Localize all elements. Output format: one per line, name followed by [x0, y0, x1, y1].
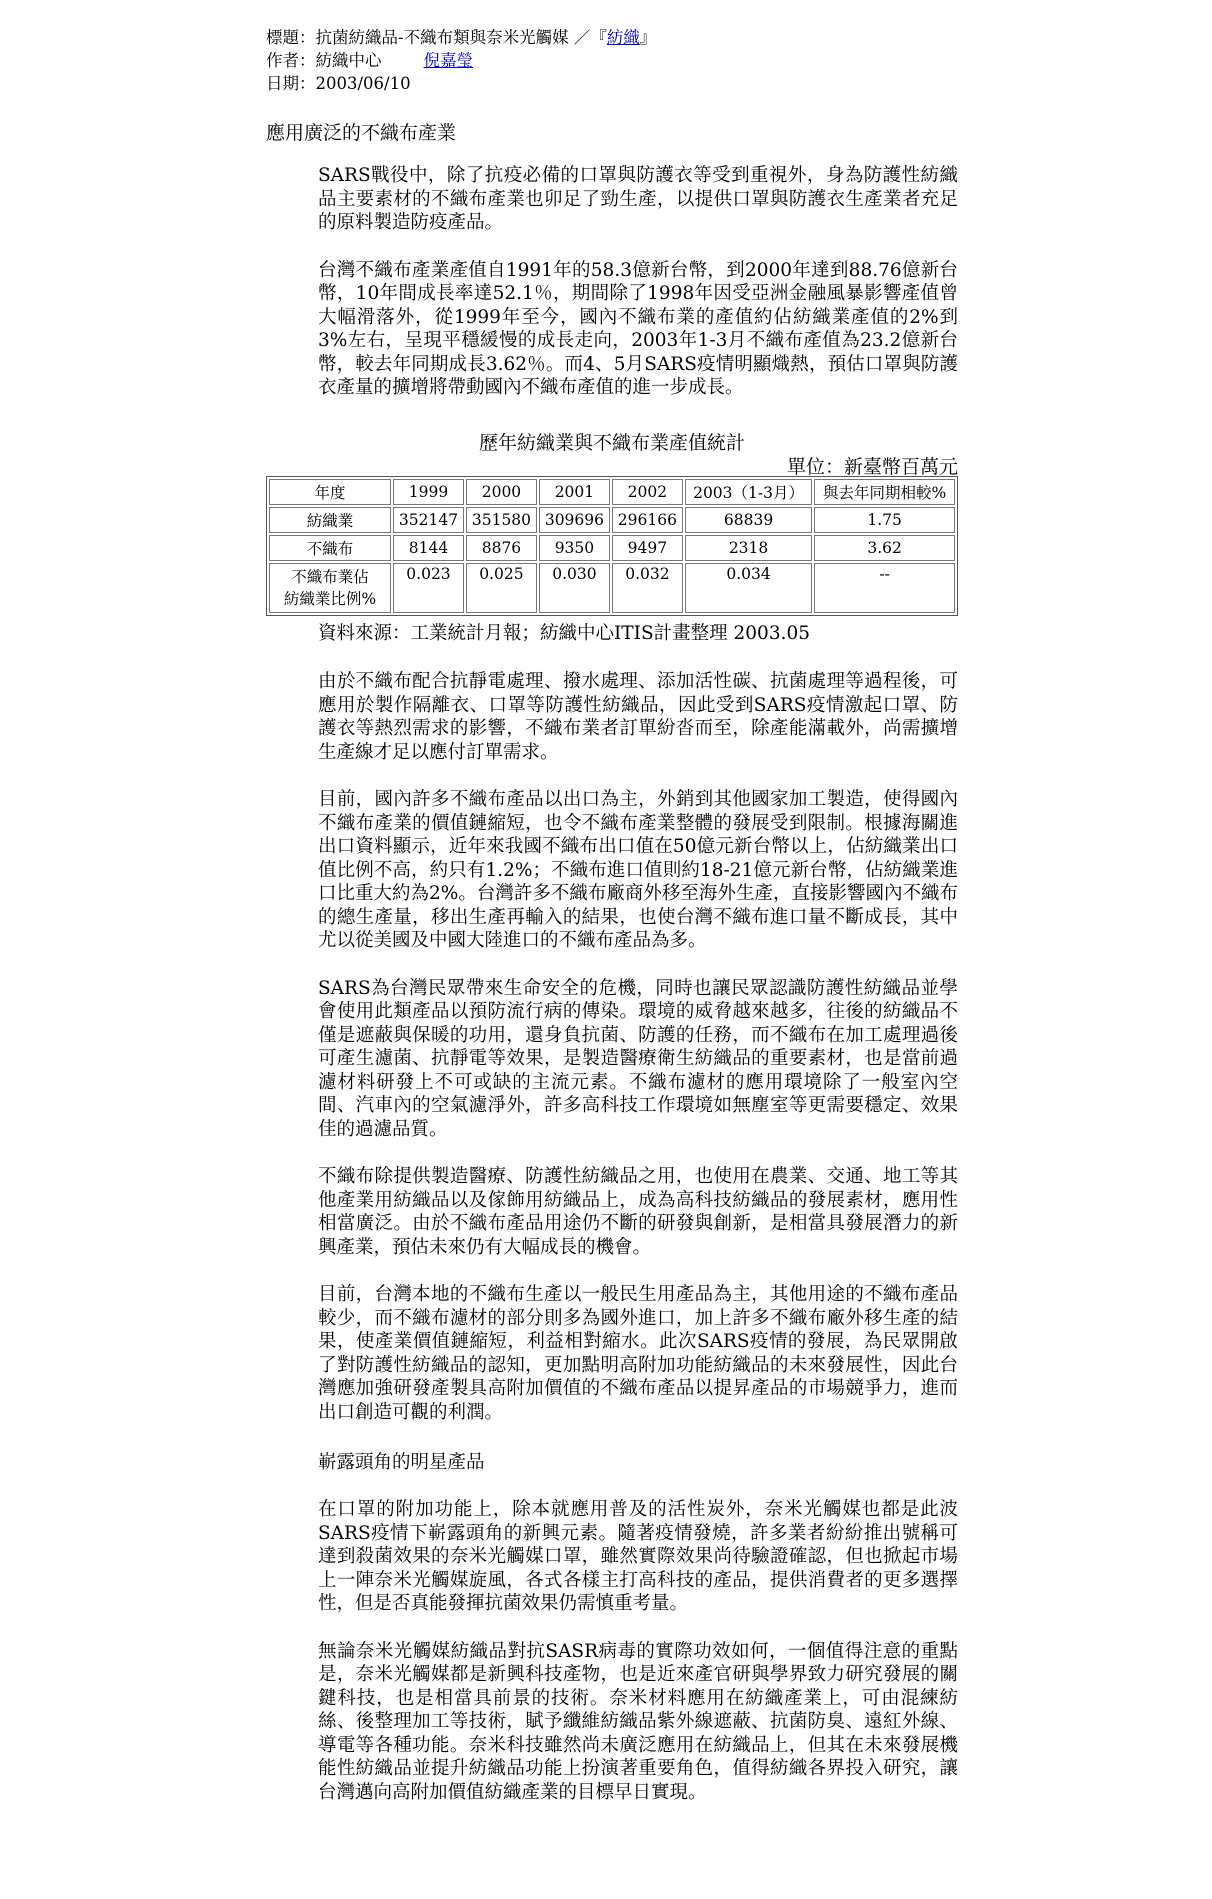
table-header-cell: 與去年同期相較% [814, 479, 955, 505]
article-title: 抗菌紡織品-不織布類與奈米光觸媒 ／『 [315, 28, 607, 47]
table-caption: 歷年紡織業與不織布業產值統計 [478, 432, 745, 454]
table-cell [269, 563, 391, 613]
table-header-cell: 2001 [539, 479, 610, 505]
paragraph-7: 目前，台灣本地的不織布生產以一般民生用產品為主，其他用途的不織布產品較少，而不織布濾材的部分則多為國外進口，加上許多不織布廠外移生產的結果，使產業價值鏈縮短，利益相對縮水。此次SARS疫情的發展，為民眾開啟了對防護性紡織品的認知，更加點明高附加功能紡織品的未來發展性，因此台灣應加強研發產製具高附加價值的不織布產品以提昇產品的市場競爭力，進而出口創造可觀的利潤。 [318, 1284, 958, 1423]
subheading: 嶄露頭角的明星產品 [318, 1452, 485, 1473]
table-cell: 0.032 [612, 563, 683, 613]
article-meta [266, 26, 656, 95]
paragraph-9: 無論奈米光觸媒紡織品對抗SASR病毒的實際功效如何，一個值得注意的重點是，奈米光觸媒都是新興科技產物，也是近來產官研與學界致力研究發展的關鍵科技，也是相當具前景的技術。奈米材料應用在紡織產業上，可由混練紡絲、後整理加工等技術，賦予纖維紡織品紫外線遮蔽、抗菌防臭、遠紅外線、導電等各種功能。奈米科技雖然尚未廣泛應用在紡織品上，但其在未來發展機能性紡織品並提升紡織品功能上扮演著重要角色，值得紡織各界投入研究，讓台灣邁向高附加價值紡織產業的目標早日實現。 [318, 1640, 958, 1803]
table-cell: 9497 [612, 535, 683, 561]
table-cell: 紡織業 [269, 507, 391, 533]
section-title: 應用廣泛的不織布產業 [266, 122, 457, 144]
table-cell: 351580 [466, 507, 537, 533]
table-header-row [269, 479, 955, 505]
table-cell: 352147 [393, 507, 464, 533]
table-cell: 296166 [612, 507, 683, 533]
paragraph-8: 在口罩的附加功能上，除本就應用普及的活性炭外，奈米光觸媒也都是此波SARS疫情下嶄露頭角的新興元素。隨著疫情發燒，許多業者紛紛推出號稱可達到殺菌效果的奈米光觸媒口罩，雖然實際效果尚待驗證確認，但也掀起市場上一陣奈米光觸媒旋風，各式各樣主打高科技的產品，提供消費者的更多選擇性，但是否真能發揮抗菌效果仍需慎重考量。 [318, 1499, 958, 1614]
category-link[interactable]: 紡織 [606, 28, 640, 47]
table-cell: -- [814, 563, 955, 613]
table-cell: 0.025 [466, 563, 537, 613]
table-cell: 8144 [393, 535, 464, 561]
table-row [269, 507, 955, 533]
author-label: 作者： [266, 51, 316, 70]
date-line [266, 72, 656, 95]
paragraph-4: 目前，國內許多不織布產品以出口為主，外銷到其他國家加工製造，使得國內不織布產業的價值鏈縮短，也令不織布產業整體的發展受到限制。根據海關進出口資料顯示，近年來我國不織布出口值在50億元新台幣以上，佔紡織業出口值比例不高，約只有1.2%；不織布進口值則約18-21億元新台幣，佔紡織業進口比重大約為2%。台灣許多不織布廠商外移至海外生產，直接影響國內不織布的總生產量，移出生產再輸入的結果，也使台灣不織布進口量不斷成長，其中尤以從美國及中國大陸進口的不織布產品為多。 [318, 789, 958, 951]
table-row [269, 563, 955, 613]
title-bracket: 』 [639, 28, 657, 47]
table-cell: 8876 [466, 535, 537, 561]
article-date: 2003/06/10 [315, 74, 411, 93]
author-org: 紡織中心 [315, 51, 382, 70]
table-unit: 單位：新臺幣百萬元 [786, 456, 958, 478]
body-paragraphs [318, 670, 958, 1804]
table-cell: 不織布 [269, 535, 391, 561]
title-line [266, 26, 656, 49]
table-header-cell: 2000 [466, 479, 537, 505]
table-source: 資料來源：工業統計月報；紡織中心ITIS計畫整理 2003.05 [318, 623, 811, 644]
table-cell: 0.030 [539, 563, 610, 613]
table-header-cell: 2003（1-3月） [685, 479, 812, 505]
paragraph-5: SARS為台灣民眾帶來生命安全的危機，同時也讓民眾認識防護性紡織品並學會使用此類產品以預防流行病的傳染。環境的威脅越來越多，往後的紡織品不僅是遮蔽與保暖的功用，還身負抗菌、防護的任務，而不織布在加工處理過後可產生濾菌、抗靜電等效果，是製造醫療衛生紡織品的重要素材，也是當前過濾材料研發上不可或缺的主流元素。不織布濾材的應用環境除了一般室內空間、汽車內的空氣濾淨外，許多高科技工作環境如無塵室等更需要穩定、效果佳的過濾品質。 [318, 977, 958, 1140]
author-line [266, 49, 656, 72]
table-row [269, 535, 955, 561]
ratio-label-line-1: 不織布業佔 [291, 568, 369, 586]
table-cell: 3.62 [814, 535, 955, 561]
table-cell: 68839 [685, 507, 812, 533]
table-header-cell: 年度 [269, 479, 391, 505]
ratio-label-line-2: 紡織業比例% [283, 590, 377, 608]
title-label: 標題： [266, 28, 316, 47]
paragraph-2: 台灣不織布產業產值自1991年的58.3億新台幣，到2000年達到88.76億新台幣，10年間成長率達52.1％，期間除了1998年因受亞洲金融風暴影響產值曾大幅滑落外，從1999年至今，國內不織布業的產值約佔紡織業產值的2%到3%左右，呈現平穩緩慢的成長走向，2003年1-3月不織布產值為23.2億新台幣，較去年同期成長3.62％。而4、5月SARS疫情明顯熾熱，預估口罩與防護衣產量的擴增將帶動國內不織布產值的進一步成長。 [318, 259, 958, 398]
stats-table [266, 476, 958, 616]
table-cell: 0.023 [393, 563, 464, 613]
table-cell: 9350 [539, 535, 610, 561]
table-header-cell: 1999 [393, 479, 464, 505]
table-cell: 309696 [539, 507, 610, 533]
paragraph-1: SARS戰役中，除了抗疫必備的口罩與防護衣等受到重視外，身為防護性紡織品主要素材的不織布產業也卯足了勁生產，以提供口罩與防護衣生產業者充足的原料製造防疫產品。 [318, 165, 958, 233]
table-cell: 1.75 [814, 507, 955, 533]
author-link[interactable]: 倪嘉瑩 [423, 51, 473, 70]
paragraph-3: 由於不織布配合抗靜電處理、撥水處理、添加活性碳、抗菌處理等過程後，可應用於製作隔離衣、口罩等防護性紡織品，因此受到SARS疫情激起口罩、防護衣等熱烈需求的影響，不織布業者訂單紛沓而至，除產能滿載外，尚需擴增生產線才足以應付訂單需求。 [318, 671, 958, 763]
table-cell: 0.034 [685, 563, 812, 613]
intro-paragraphs [318, 164, 958, 400]
date-label: 日期： [266, 74, 316, 93]
table-cell: 2318 [685, 535, 812, 561]
table-header-cell: 2002 [612, 479, 683, 505]
paragraph-6: 不織布除提供製造醫療、防護性紡織品之用，也使用在農業、交通、地工等其他產業用紡織品以及傢飾用紡織品上，成為高科技紡織品的發展素材，應用性相當廣泛。由於不織布產品用途仍不斷的研發與創新，是相當具發展潛力的新興產業，預估未來仍有大幅成長的機會。 [318, 1166, 958, 1258]
